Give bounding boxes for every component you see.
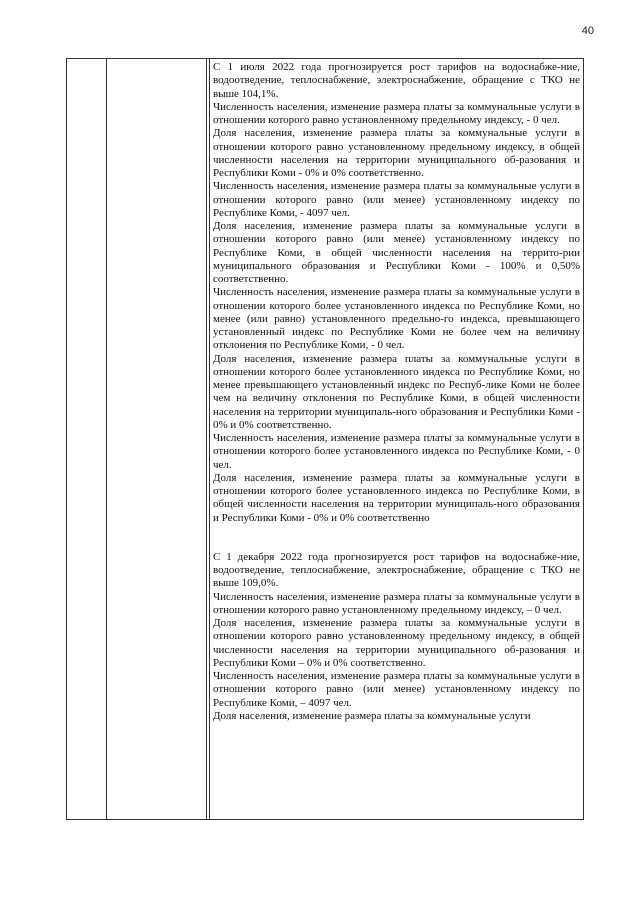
paragraph: Доля населения, изменение размера платы за коммунальные услуги в отношении которого более установленного индекса по Республике Коми, в общей численности населения на территории муниципаль-ного образования и Республики Коми - 0% и 0% соответственно [213,471,580,524]
column-divider [106,59,107,819]
paragraph: Численность населения, изменение размера платы за коммунальные услуги в отношении которого равно (или менее) установленному индексу по Республике Коми, – 4097 чел. [213,670,580,709]
paragraph-gap [213,538,580,551]
page-number: 40 [581,25,594,37]
paragraph: Численность населения, изменение размера платы за коммунальные услуги в отношении которого более установленного индекса по Республике Коми, - 0 чел. [213,432,580,471]
paragraph: С 1 декабря 2022 года прогнозируется рост тарифов на водоснабже-ние, водоотведение, теплоснабжение, электроснабжение, обращение с ТКО не выше 109,0%. [213,550,580,590]
paragraph: Численность населения, изменение размера платы за коммунальные услуги в отношении которого более установленного индекса по Республике Коми, но менее (или равно) установленного предельно-го индекса, превышающего установленный индекс по Республике Коми не более чем на величину отклонения по Республике Коми, - 0 чел. [213,286,580,352]
paragraph-gap [213,525,580,538]
paragraph: С 1 июля 2022 года прогнозируется рост тарифов на водоснабже-ние, водоотведение, теплоснабжение, электроснабжение, обращение с ТКО не выше 104,1%. [213,61,580,100]
paragraph: Доля населения, изменение размера платы за коммунальные услуги в отношении которого более установленного индекса по Республике Коми, но менее превышающего установленный индекс по Респуб-лике Коми не более чем на величину отклонения по Республике Коми, в общей численности населения на территории муниципаль-ного образования и Республики Коми - 0% и 0% соответственно. [213,352,580,431]
paragraph: Доля населения, изменение размера платы за коммунальные услуги [213,709,531,722]
paragraph: Численность населения, изменение размера платы за коммунальные услуги в отношении которого равно установленному предельному индексу, - 0 чел. [213,100,580,126]
paragraph: Доля населения, изменение размера платы за коммунальные услуги в отношении которого равно установленному предельному индексу, в общей численности населения на территории муниципального об-разования и Республики Коми - 0% и 0% соответственно. [213,127,580,179]
document-table [66,58,584,820]
paragraph: Численность населения, изменение размера платы за коммунальные услуги в отношении которого равно (или менее) установленному индексу по Республике Коми, - 4097 чел. [213,180,580,219]
paragraph: Доля населения, изменение размера платы за коммунальные услуги в отношении которого равно (или менее) установленному индексу по Республике Коми, в общей численности населения на террито-рии муниципального образования и Республики Коми - 100% и 0,50% соответственно. [213,220,580,285]
column-divider [209,59,210,819]
paragraph: Численность населения, изменение размера платы за коммунальные услуги в отношении которого равно установленному предельному индексу, – 0 чел. [213,590,580,616]
table-cell-text [213,61,580,723]
column-divider [206,59,207,819]
paragraph: Доля населения, изменение размера платы за коммунальные услуги в отношении которого равно установленному предельному индексу, в общей численности населения на территории муниципального об-разования и Республики Коми – 0% и 0% соответственно. [213,617,580,669]
